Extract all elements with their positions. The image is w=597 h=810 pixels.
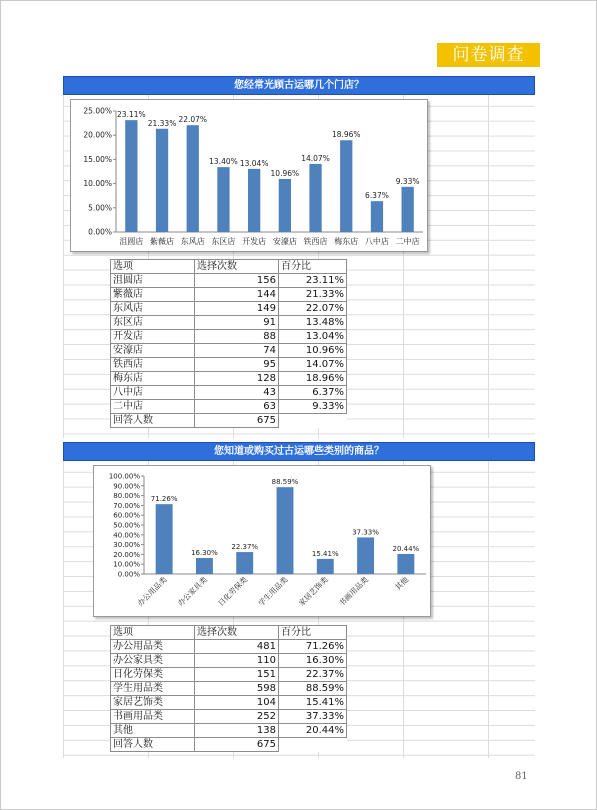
count-cell: 63 <box>195 400 279 414</box>
data-table-stores <box>110 259 347 428</box>
data-label: 37.33% <box>352 528 379 537</box>
data-label: 88.59% <box>271 478 299 487</box>
bar <box>309 164 321 232</box>
percent-cell: 37.33% <box>279 710 347 724</box>
option-cell: 东区店 <box>111 316 195 330</box>
bar <box>279 179 291 232</box>
percent-cell: 22.37% <box>279 668 347 682</box>
count-cell: 156 <box>195 274 279 288</box>
percent-cell: 9.33% <box>279 400 347 414</box>
table-row <box>111 288 347 302</box>
count-cell: 138 <box>195 724 279 738</box>
percent-cell: 16.30% <box>279 654 347 668</box>
y-tick-label: 10.00% <box>113 560 140 569</box>
x-category-label: 梅东店 <box>334 237 359 246</box>
option-cell: 沮圆店 <box>111 274 195 288</box>
option-cell: 办公用品类 <box>111 640 195 654</box>
data-label: 16.30% <box>191 549 218 558</box>
percent-cell: 10.96% <box>279 344 347 358</box>
table-row <box>111 344 347 358</box>
option-cell: 东风店 <box>111 302 195 316</box>
option-cell: 开发店 <box>111 330 195 344</box>
data-label: 15.41% <box>311 549 339 558</box>
chart-categories <box>93 465 431 617</box>
total-label-cell: 回答人数 <box>111 738 195 752</box>
percent-cell: 23.11% <box>279 274 347 288</box>
table-total-row <box>111 738 347 752</box>
chart-stores <box>70 99 428 252</box>
count-cell: 151 <box>195 668 279 682</box>
option-cell: 家居艺饰类 <box>111 696 195 710</box>
option-cell: 日化劳保类 <box>111 668 195 682</box>
bar <box>236 552 253 574</box>
chart-categories-svg <box>94 466 432 618</box>
x-category-label: 东风店 <box>180 237 205 246</box>
count-cell: 598 <box>195 682 279 696</box>
option-cell: 铁西店 <box>111 358 195 372</box>
data-label: 23.11% <box>117 110 146 120</box>
table-row <box>111 654 347 668</box>
table-header-cell: 选择次数 <box>195 260 279 274</box>
chart-stores-svg <box>71 100 429 253</box>
option-cell: 办公家具类 <box>111 654 195 668</box>
percent-cell: 13.04% <box>279 330 347 344</box>
percent-cell: 18.96% <box>279 372 347 386</box>
table-header-row <box>111 260 347 274</box>
x-category-label: 八中店 <box>364 237 389 246</box>
y-tick-label: 70.00% <box>113 501 140 510</box>
bar <box>196 558 213 574</box>
x-category-label: 书画用品类 <box>337 575 370 608</box>
table-row <box>111 274 347 288</box>
data-table-categories <box>110 625 347 752</box>
count-cell: 110 <box>195 654 279 668</box>
y-tick-label: 60.00% <box>113 511 140 520</box>
percent-cell: 13.48% <box>279 316 347 330</box>
count-cell: 481 <box>195 640 279 654</box>
count-cell: 91 <box>195 316 279 330</box>
percent-cell: 71.26% <box>279 640 347 654</box>
x-category-label: 安濠店 <box>272 237 297 246</box>
table-row <box>111 400 347 414</box>
x-category-label: 办公家具类 <box>175 575 209 608</box>
page-number: 81 <box>515 771 528 782</box>
table-row <box>111 724 347 738</box>
option-cell: 二中店 <box>111 400 195 414</box>
data-label: 13.04% <box>239 158 269 168</box>
x-category-label: 日化劳保类 <box>216 575 250 608</box>
bar <box>317 559 334 574</box>
option-cell: 紫薇店 <box>111 288 195 302</box>
percent-cell: 15.41% <box>279 696 347 710</box>
percent-cell: 88.59% <box>279 682 347 696</box>
bar <box>402 187 414 232</box>
y-tick-label: 90.00% <box>113 482 140 491</box>
y-tick-label: 50.00% <box>113 521 140 530</box>
x-category-label: 铁西店 <box>303 237 328 246</box>
data-label: 18.96% <box>331 130 361 140</box>
table-header-cell: 选项 <box>111 626 195 640</box>
y-tick-label: 5.00% <box>88 203 112 213</box>
question-banner: 您经常光顾古运哪几个门店？ <box>63 76 535 95</box>
x-category-label: 东区店 <box>211 237 236 246</box>
option-cell: 安濠店 <box>111 344 195 358</box>
x-category-label: 二中店 <box>395 237 420 246</box>
percent-cell: 14.07% <box>279 358 347 372</box>
question-banner: 您知道或购买过古运哪些类别的商品？ <box>63 442 535 461</box>
option-cell: 书画用品类 <box>111 710 195 724</box>
total-value-cell: 675 <box>195 738 279 752</box>
y-tick-label: 0.00% <box>88 227 112 237</box>
x-category-label: 紫薇店 <box>150 237 175 246</box>
table-total-row <box>111 414 347 428</box>
percent-cell: 22.07% <box>279 302 347 316</box>
bar <box>156 504 173 574</box>
table-row <box>111 316 347 330</box>
x-category-label: 开发店 <box>242 237 267 246</box>
x-category-label: 沮圆店 <box>119 237 144 246</box>
spreadsheet-section-stores <box>63 76 535 438</box>
x-category-label: 其他 <box>393 575 411 593</box>
percent-cell: 20.44% <box>279 724 347 738</box>
table-row <box>111 330 347 344</box>
y-tick-label: 20.00% <box>83 130 112 140</box>
table-header-row <box>111 626 347 640</box>
table-row <box>111 386 347 400</box>
count-cell: 104 <box>195 696 279 710</box>
bar <box>371 201 383 232</box>
data-label: 14.07% <box>301 153 330 163</box>
option-cell: 八中店 <box>111 386 195 400</box>
table-row <box>111 696 347 710</box>
count-cell: 74 <box>195 344 279 358</box>
percent-cell: 6.37% <box>279 386 347 400</box>
data-label: 20.44% <box>392 544 420 553</box>
x-category-label: 学生用品类 <box>256 575 290 608</box>
table-header-cell: 选项 <box>111 260 195 274</box>
y-tick-label: 0.00% <box>117 570 140 579</box>
bar <box>357 537 374 574</box>
y-tick-label: 15.00% <box>83 154 112 164</box>
option-cell: 其他 <box>111 724 195 738</box>
table-row <box>111 358 347 372</box>
data-label: 22.37% <box>231 543 259 552</box>
option-cell: 学生用品类 <box>111 682 195 696</box>
data-label: 9.33% <box>395 176 420 186</box>
bar <box>340 140 352 232</box>
table-header-cell: 百分比 <box>279 626 347 640</box>
y-tick-label: 30.00% <box>113 541 140 550</box>
total-label-cell: 回答人数 <box>111 414 195 428</box>
table-row <box>111 682 347 696</box>
count-cell: 43 <box>195 386 279 400</box>
bar <box>156 129 168 232</box>
count-cell: 252 <box>195 710 279 724</box>
y-tick-label: 40.00% <box>113 531 140 540</box>
y-tick-label: 100.00% <box>108 472 140 481</box>
table-header-cell: 选择次数 <box>195 626 279 640</box>
y-tick-label: 80.00% <box>113 492 140 501</box>
bar <box>248 169 260 232</box>
y-tick-label: 25.00% <box>83 106 112 116</box>
spreadsheet-section-categories <box>63 442 535 758</box>
table-row <box>111 372 347 386</box>
section-tag: 问卷调查 <box>437 43 540 67</box>
bar <box>397 554 414 574</box>
x-category-label: 家居艺饰类 <box>296 575 330 608</box>
table-row <box>111 710 347 724</box>
count-cell: 95 <box>195 358 279 372</box>
total-value-cell: 675 <box>195 414 279 428</box>
data-label: 22.07% <box>178 115 208 125</box>
bar <box>217 167 229 232</box>
x-category-label: 办公用品类 <box>135 575 169 608</box>
data-label: 6.37% <box>365 191 389 201</box>
option-cell: 梅东店 <box>111 372 195 386</box>
table-row <box>111 640 347 654</box>
data-label: 21.33% <box>147 118 177 128</box>
bar <box>125 120 137 232</box>
y-tick-label: 20.00% <box>113 550 140 559</box>
table-row <box>111 302 347 316</box>
count-cell: 128 <box>195 372 279 386</box>
count-cell: 88 <box>195 330 279 344</box>
y-tick-label: 10.00% <box>83 179 112 189</box>
data-label: 10.96% <box>270 168 300 178</box>
bar <box>277 487 294 574</box>
data-label: 71.26% <box>150 495 178 504</box>
count-cell: 144 <box>195 288 279 302</box>
bar <box>187 125 199 232</box>
data-label: 13.40% <box>209 157 238 167</box>
count-cell: 149 <box>195 302 279 316</box>
table-header-cell: 百分比 <box>279 260 347 274</box>
percent-cell: 21.33% <box>279 288 347 302</box>
table-row <box>111 668 347 682</box>
